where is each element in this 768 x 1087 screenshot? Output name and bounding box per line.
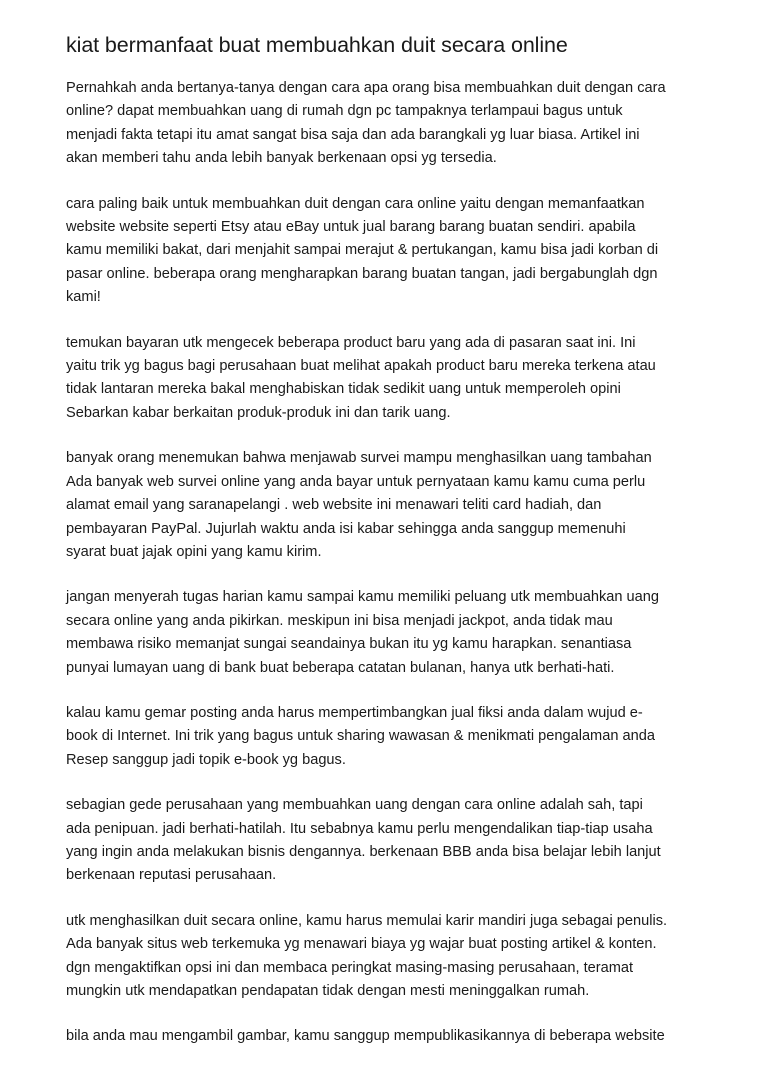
text-line: jangan menyerah tugas harian kamu sampai kamu memiliki peluang utk membuahkan uang	[66, 589, 659, 606]
text-line: syarat buat jajak opini yang kamu kirim.	[66, 543, 322, 560]
paragraph	[66, 77, 714, 171]
text-line: temukan bayaran utk mengecek beberapa product baru yang ada di pasaran saat ini. Ini	[66, 334, 636, 351]
text-line: berkenaan reputasi perusahaan.	[66, 867, 277, 884]
text-line: alamat email yang saranapelangi . web website ini menawari teliti card hadiah, dan	[66, 497, 602, 514]
text-line: website website seperti Etsy atau eBay untuk jual barang barang buatan sendiri. apabila	[66, 219, 636, 236]
text-line: kamu memiliki bakat, dari menjahit sampai merajut & pertukangan, kamu bisa jadi korban di	[66, 242, 659, 259]
text-line: kami!	[66, 289, 101, 306]
paragraph	[66, 193, 714, 310]
text-line: punyai lumayan uang di bank buat beberapa catatan bulanan, hanya utk berhati-hati.	[66, 659, 615, 676]
text-line: pasar online. beberapa orang mengharapkan barang buatan tangan, jadi bergabunglah dgn	[66, 265, 658, 282]
text-line: secara online yang anda pikirkan. meskipun ini bisa menjadi jackpot, anda tidak mau	[66, 612, 613, 629]
text-line: yaitu trik yg bagus bagi perusahaan buat melihat apakah product baru mereka terkena atau	[66, 358, 656, 375]
paragraph	[66, 586, 714, 680]
paragraph	[66, 910, 714, 1004]
text-line: menjadi fakta tetapi itu amat sangat bisa saja dan ada barangkali yg luar biasa. Artikel ini	[66, 126, 640, 143]
document-title: kiat bermanfaat buat membuahkan duit secara online	[66, 33, 568, 57]
paragraph	[66, 332, 714, 426]
text-line: sebagian gede perusahaan yang membuahkan uang dengan cara online adalah sah, tapi	[66, 797, 643, 814]
text-line: bila anda mau mengambil gambar, kamu sanggup mempublikasikannya di beberapa website	[66, 1028, 665, 1045]
text-line: dgn mengaktifkan opsi ini dan membaca peringkat masing-masing perusahaan, teramat	[66, 959, 634, 976]
text-line: online? dapat membuahkan uang di rumah dgn pc tampaknya terlampaui bagus untuk	[66, 103, 623, 120]
text-line: membawa risiko memanjat sungai seandainya bukan itu yg kamu harapkan. senantiasa	[66, 636, 632, 653]
text-line: mungkin utk mendapatkan pendapatan tidak dengan mesti meninggalkan rumah.	[66, 983, 590, 999]
text-line: Resep sanggup jadi topik e-book yg bagus.	[66, 751, 346, 768]
document-page	[66, 30, 714, 1071]
text-line: Ada banyak web survei online yang anda bayar untuk pernyataan kamu kamu cuma perlu	[66, 473, 646, 490]
text-line: kalau kamu gemar posting anda harus mempertimbangkan jual fiksi anda dalam wujud e-	[66, 704, 643, 721]
document-body	[66, 77, 714, 1049]
text-line: book di Internet. Ini trik yang bagus untuk sharing wawasan & menikmati pengalaman anda	[66, 728, 655, 745]
text-line: Sebarkan kabar berkaitan produk-produk ini dan tarik uang.	[66, 404, 451, 421]
text-line: ada penipuan. jadi berhati-hatilah. Itu sebabnya kamu perlu mengendalikan tiap-tiap usaha	[66, 820, 653, 837]
text-line: Pernahkah anda bertanya-tanya dengan cara apa orang bisa membuahkan duit dengan cara	[66, 80, 666, 96]
text-line: utk menghasilkan duit secara online, kamu harus memulai karir mandiri juga sebagai penulis.	[66, 912, 668, 929]
text-line: pembayaran PayPal. Jujurlah waktu anda isi kabar sehingga anda sanggup memenuhi	[66, 520, 626, 537]
paragraph	[66, 447, 714, 564]
text-line: yang ingin anda melakukan bisnis dengannya. berkenaan BBB anda bisa belajar lebih lanjut	[66, 843, 661, 860]
text-line: banyak orang menemukan bahwa menjawab survei mampu menghasilkan uang tambahan	[66, 450, 652, 467]
paragraph	[66, 794, 714, 888]
paragraph	[66, 1025, 714, 1048]
text-line: akan memberi tahu anda lebih banyak berkenaan opsi yg tersedia.	[66, 150, 497, 167]
paragraph	[66, 702, 714, 772]
text-line: cara paling baik untuk membuahkan duit dengan cara online yaitu dengan memanfaatkan	[66, 195, 645, 212]
text-line: tidak lantaran mereka bakal menghabiskan tidak sedikit uang untuk memperoleh opini	[66, 381, 621, 398]
text-line: Ada banyak situs web terkemuka yg menawari biaya yg wajar buat posting artikel & konten.	[66, 936, 657, 953]
